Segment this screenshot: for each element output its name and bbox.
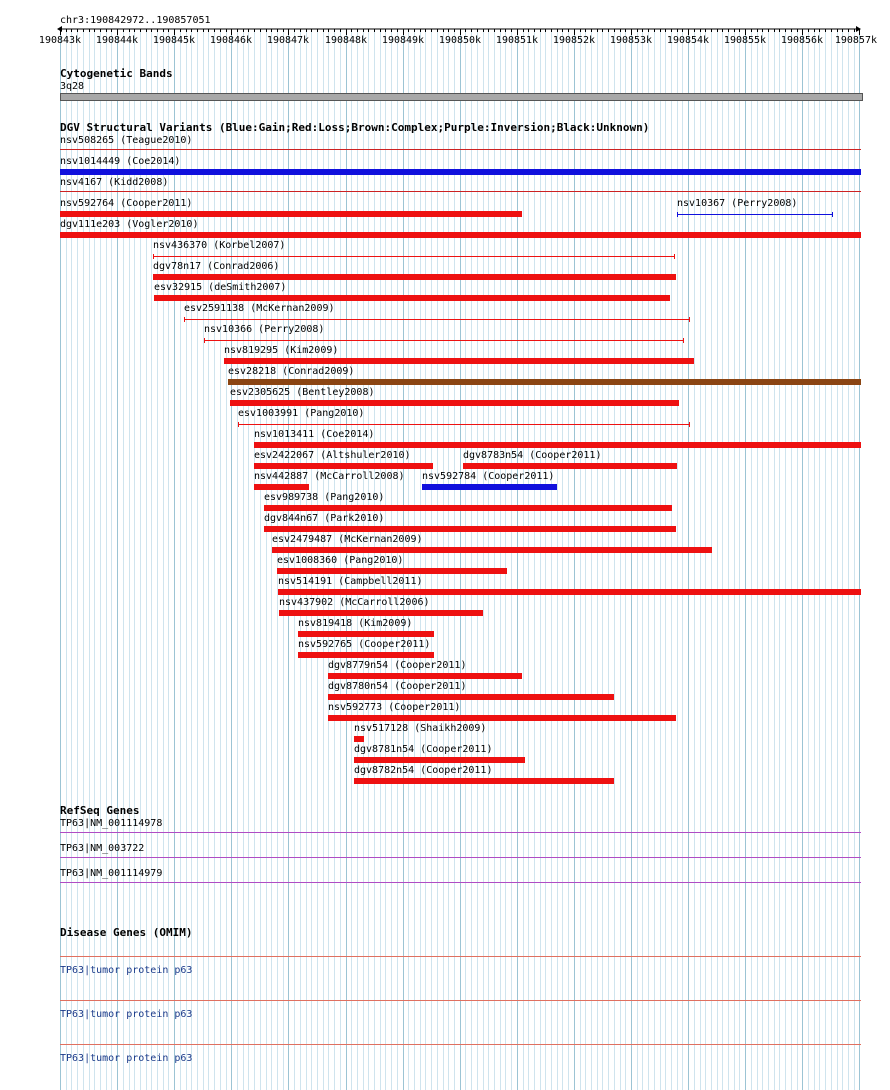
variant-feature[interactable]: [60, 149, 861, 150]
variant-feature[interactable]: [354, 778, 614, 784]
refseq-track-title: RefSeq Genes: [60, 804, 140, 817]
ruler-tick-label: 190851k: [495, 35, 539, 46]
variant-label[interactable]: dgv78n17 (Conrad2006): [153, 261, 280, 272]
variant-label[interactable]: nsv517128 (Shaikh2009): [354, 723, 487, 734]
variant-label[interactable]: nsv514191 (Campbell2011): [278, 576, 423, 587]
omim-track-title: Disease Genes (OMIM): [60, 926, 193, 939]
ruler-tick-label: 190849k: [381, 35, 425, 46]
variant-label[interactable]: dgv8782n54 (Cooper2011): [354, 765, 493, 776]
omim-gene-feature[interactable]: [60, 956, 861, 957]
ruler-tick-label: 190855k: [723, 35, 767, 46]
variant-label[interactable]: dgv111e203 (Vogler2010): [60, 219, 199, 230]
variant-label[interactable]: nsv592773 (Cooper2011): [328, 702, 461, 713]
variant-label[interactable]: esv989738 (Pang2010): [264, 492, 385, 503]
dgv-track-title: DGV Structural Variants (Blue:Gain;Red:Loss;Brown:Complex;Purple:Inversion;Black:Unknown): [60, 121, 650, 134]
variant-feature[interactable]: [677, 212, 833, 217]
variant-label[interactable]: nsv437902 (McCarroll2006): [279, 597, 430, 608]
variant-feature[interactable]: [298, 652, 434, 658]
ruler-left-arrow-icon: [57, 26, 62, 32]
variant-label[interactable]: nsv592784 (Cooper2011): [422, 471, 555, 482]
refseq-gene-feature[interactable]: [60, 857, 861, 858]
variant-feature[interactable]: [277, 568, 507, 574]
variant-label[interactable]: nsv508265 (Teague2010): [60, 135, 193, 146]
variant-label[interactable]: dgv8781n54 (Cooper2011): [354, 744, 493, 755]
variant-feature[interactable]: [328, 694, 614, 700]
variant-label[interactable]: esv32915 (deSmith2007): [154, 282, 287, 293]
variant-feature[interactable]: [60, 191, 861, 192]
ruler-tick-label: 190850k: [438, 35, 482, 46]
omim-gene-feature[interactable]: [60, 1044, 861, 1045]
variant-feature[interactable]: [60, 169, 861, 175]
variant-feature[interactable]: [328, 715, 676, 721]
ruler-tick-label: 190854k: [666, 35, 710, 46]
variant-label[interactable]: esv2305625 (Bentley2008): [230, 387, 375, 398]
variant-label[interactable]: nsv1014449 (Coe2014): [60, 156, 181, 167]
cytoband-track-title: Cytogenetic Bands: [60, 67, 173, 80]
variant-feature[interactable]: [154, 295, 670, 301]
cytoband-label: 3q28: [60, 81, 85, 92]
variant-label[interactable]: nsv442887 (McCarroll2008): [254, 471, 405, 482]
variant-label[interactable]: esv28218 (Conrad2009): [228, 366, 355, 377]
variant-feature[interactable]: [153, 274, 676, 280]
refseq-gene-label[interactable]: TP63|NM_001114979: [60, 868, 163, 879]
ruler-tick-label: 190843k: [38, 35, 82, 46]
ruler-tick-label: 190857k: [834, 35, 877, 46]
variant-label[interactable]: nsv592764 (Cooper2011): [60, 198, 193, 209]
variant-feature[interactable]: [204, 338, 684, 343]
omim-gene-label[interactable]: TP63|tumor protein p63: [60, 965, 193, 976]
omim-gene-label[interactable]: TP63|tumor protein p63: [60, 1009, 193, 1020]
variant-feature[interactable]: [60, 211, 522, 217]
omim-gene-feature[interactable]: [60, 1000, 861, 1001]
variant-feature[interactable]: [463, 463, 677, 469]
variant-feature[interactable]: [422, 484, 557, 490]
variant-feature[interactable]: [272, 547, 712, 553]
variant-feature[interactable]: [230, 400, 679, 406]
omim-gene-label[interactable]: TP63|tumor protein p63: [60, 1053, 193, 1064]
ruler-tick-label: 190848k: [324, 35, 368, 46]
refseq-gene-label[interactable]: TP63|NM_003722: [60, 843, 145, 854]
variant-feature[interactable]: [254, 484, 309, 490]
variant-label[interactable]: nsv592765 (Cooper2011): [298, 639, 431, 650]
variant-label[interactable]: dgv844n67 (Park2010): [264, 513, 385, 524]
variant-feature[interactable]: [354, 736, 364, 742]
variant-label[interactable]: nsv1013411 (Coe2014): [254, 429, 375, 440]
variant-feature[interactable]: [254, 442, 861, 448]
variant-label[interactable]: esv1003991 (Pang2010): [238, 408, 365, 419]
variant-feature[interactable]: [184, 317, 690, 322]
ruler-right-arrow-icon: [856, 26, 861, 32]
variant-feature[interactable]: [328, 673, 522, 679]
variant-feature[interactable]: [60, 232, 861, 238]
variant-label[interactable]: nsv10366 (Perry2008): [204, 324, 325, 335]
variant-feature[interactable]: [238, 422, 690, 427]
variant-label[interactable]: dgv8783n54 (Cooper2011): [463, 450, 602, 461]
variant-label[interactable]: nsv10367 (Perry2008): [677, 198, 798, 209]
variant-label[interactable]: esv2479487 (McKernan2009): [272, 534, 423, 545]
variant-feature[interactable]: [354, 757, 525, 763]
variant-label[interactable]: nsv819295 (Kim2009): [224, 345, 339, 356]
ruler-tick-label: 190856k: [780, 35, 824, 46]
variant-label[interactable]: esv2591138 (McKernan2009): [184, 303, 335, 314]
ruler-tick-label: 190844k: [95, 35, 139, 46]
variant-feature[interactable]: [228, 379, 861, 385]
variant-feature[interactable]: [264, 526, 676, 532]
refseq-gene-feature[interactable]: [60, 832, 861, 833]
variant-label[interactable]: esv1008360 (Pang2010): [277, 555, 404, 566]
variant-label[interactable]: dgv8779n54 (Cooper2011): [328, 660, 467, 671]
variant-feature[interactable]: [298, 631, 434, 637]
refseq-gene-feature[interactable]: [60, 882, 861, 883]
location-label: chr3:190842972..190857051: [60, 15, 211, 26]
ruler-tick-label: 190846k: [209, 35, 253, 46]
variant-feature[interactable]: [279, 610, 483, 616]
variant-feature[interactable]: [153, 254, 675, 259]
ruler-tick-label: 190852k: [552, 35, 596, 46]
variant-label[interactable]: nsv4167 (Kidd2008): [60, 177, 169, 188]
variant-label[interactable]: esv2422067 (Altshuler2010): [254, 450, 411, 461]
variant-feature[interactable]: [224, 358, 694, 364]
refseq-gene-label[interactable]: TP63|NM_001114978: [60, 818, 163, 829]
cytoband-bar[interactable]: [60, 93, 863, 101]
ruler-tick-label: 190845k: [152, 35, 196, 46]
variant-feature[interactable]: [278, 589, 861, 595]
variant-label[interactable]: nsv819418 (Kim2009): [298, 618, 413, 629]
ruler-tick-label: 190847k: [266, 35, 310, 46]
variant-label[interactable]: dgv8780n54 (Cooper2011): [328, 681, 467, 692]
variant-feature[interactable]: [264, 505, 672, 511]
ruler-tick-label: 190853k: [609, 35, 653, 46]
variant-feature[interactable]: [254, 463, 433, 469]
variant-label[interactable]: nsv436370 (Korbel2007): [153, 240, 286, 251]
